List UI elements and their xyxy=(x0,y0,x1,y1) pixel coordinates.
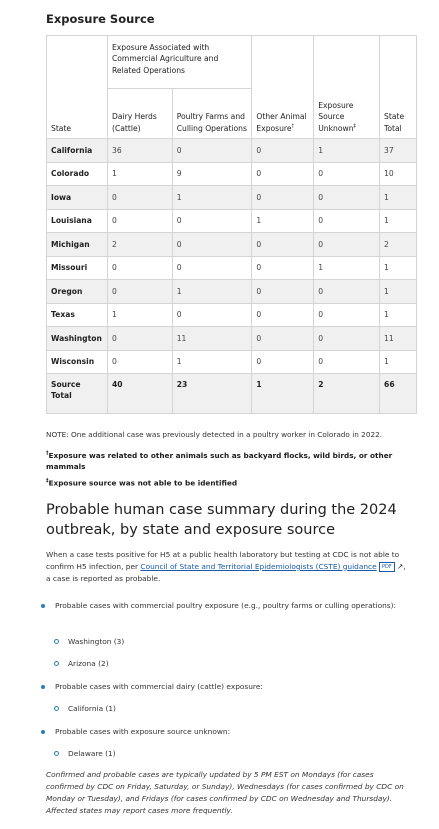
probable-intro: When a case tests positive for H5 at a public health laboratory but testing at CDC is not able to confirm H5 infection, per Council of State and Territorial Epidemiologists (CSTE) guidance PDF ↗, a case is reported as probable. xyxy=(46,550,406,583)
table-row xyxy=(47,186,417,210)
bullet-dot-icon xyxy=(41,730,45,734)
cell-other: 0 xyxy=(252,350,314,374)
cell-dairy: 2 xyxy=(107,233,172,257)
cell-poultry: 1 xyxy=(172,280,252,304)
cell-dairy: 1 xyxy=(107,303,172,327)
cell-total: 37 xyxy=(380,139,417,163)
cell-state: Michigan xyxy=(47,233,108,257)
cell-total: 1 xyxy=(380,186,417,210)
cell-total: 1 xyxy=(380,209,417,233)
cell-state: Iowa xyxy=(47,186,108,210)
totals-row xyxy=(47,374,417,414)
cell-dairy: 0 xyxy=(107,209,172,233)
header-dairy-herds: Dairy Herds (Cattle) xyxy=(107,89,172,139)
cell-other: 0 xyxy=(252,327,314,351)
bullet-dot-icon xyxy=(41,604,45,608)
probable-state-item: California (1) xyxy=(68,704,116,713)
header-state-total: State Total xyxy=(380,36,417,139)
cell-unknown: 0 xyxy=(314,233,380,257)
cell-poultry: 9 xyxy=(172,162,252,186)
sub-bullet-ring-icon xyxy=(54,751,59,756)
footnote-other-animal: †Exposure was related to other animals such as backyard flocks, wild birds, or other mammals xyxy=(46,450,393,472)
cell-other: 0 xyxy=(252,233,314,257)
cell-unknown: 0 xyxy=(314,162,380,186)
cell-poultry: 0 xyxy=(172,256,252,280)
table-note: NOTE: One additional case was previously detected in a poultry worker in Colorado in 2022. xyxy=(46,430,383,439)
cell-state: Texas xyxy=(47,303,108,327)
table-row xyxy=(47,233,417,257)
total-other: 1 xyxy=(252,374,314,414)
probable-state-item: Delaware (1) xyxy=(68,749,116,758)
probable-state-item: Washington (3) xyxy=(68,637,125,646)
footnote-unknown: ‡Exposure source was not able to be identified xyxy=(46,478,238,488)
cell-unknown: 0 xyxy=(314,186,380,210)
total-dairy: 40 xyxy=(107,374,172,414)
cell-other: 0 xyxy=(252,186,314,210)
cell-unknown: 1 xyxy=(314,256,380,280)
cell-dairy: 0 xyxy=(107,186,172,210)
sub-bullet-ring-icon xyxy=(54,661,59,666)
cell-dairy: 0 xyxy=(107,256,172,280)
cell-unknown: 1 xyxy=(314,139,380,163)
cell-total: 1 xyxy=(380,280,417,304)
probable-group-label: Probable cases with exposure source unknown: xyxy=(55,727,231,736)
header-source-unknown: Exposure Source Unknown‡ xyxy=(314,36,380,139)
cell-poultry: 0 xyxy=(172,303,252,327)
cell-unknown: 0 xyxy=(314,327,380,351)
cell-poultry: 1 xyxy=(172,350,252,374)
table-row xyxy=(47,280,417,304)
cell-total: 1 xyxy=(380,350,417,374)
cell-total: 10 xyxy=(380,162,417,186)
table-row xyxy=(47,162,417,186)
cell-poultry: 11 xyxy=(172,327,252,351)
cell-other: 0 xyxy=(252,303,314,327)
probable-group-label: Probable cases with commercial dairy (cattle) exposure: xyxy=(55,682,263,691)
sub-bullet-ring-icon xyxy=(54,706,59,711)
cell-total: 1 xyxy=(380,256,417,280)
header-other-animal: Other Animal Exposure† xyxy=(252,36,314,139)
cell-total: 11 xyxy=(380,327,417,351)
table-row xyxy=(47,256,417,280)
cell-unknown: 0 xyxy=(314,350,380,374)
cell-other: 0 xyxy=(252,280,314,304)
cell-other: 1 xyxy=(252,209,314,233)
table-row xyxy=(47,209,417,233)
cell-dairy: 36 xyxy=(107,139,172,163)
update-schedule-note: Confirmed and probable cases are typically updated by 5 PM EST on Mondays (for cases confirmed by CDC on Friday, Saturday, or Sunday), Wednesdays (for cases confirmed by CDC on Monday or Tuesday), and Fridays (for cases confirmed by CDC on Wednesday and Thursday). Affected states may report cases more frequently. xyxy=(46,770,404,815)
cell-total: 2 xyxy=(380,233,417,257)
cell-poultry: 0 xyxy=(172,139,252,163)
cell-state: Wisconsin xyxy=(47,350,108,374)
total-label: Source Total xyxy=(47,374,108,414)
cell-state: Colorado xyxy=(47,162,108,186)
cell-state: Oregon xyxy=(47,280,108,304)
total-total: 66 xyxy=(380,374,417,414)
header-commercial-agriculture: Exposure Associated with Commercial Agriculture and Related Operations xyxy=(107,36,251,89)
cell-total: 1 xyxy=(380,303,417,327)
cell-unknown: 0 xyxy=(314,303,380,327)
probable-heading: Probable human case summary during the 2024 outbreak, by state and exposure source xyxy=(46,502,397,538)
total-unknown: 2 xyxy=(314,374,380,414)
table-row xyxy=(47,303,417,327)
cell-poultry: 0 xyxy=(172,233,252,257)
section-title: Exposure Source xyxy=(46,12,155,26)
external-link-icon[interactable]: ↗ xyxy=(397,561,404,571)
cell-other: 0 xyxy=(252,139,314,163)
cell-state: Missouri xyxy=(47,256,108,280)
bullet-dot-icon xyxy=(41,685,45,689)
probable-state-item: Arizona (2) xyxy=(68,659,109,668)
cste-guidance-link[interactable]: Council of State and Territorial Epidemiologists (CSTE) guidance xyxy=(140,561,377,571)
cell-state: California xyxy=(47,139,108,163)
cell-poultry: 0 xyxy=(172,209,252,233)
cell-poultry: 1 xyxy=(172,186,252,210)
header-poultry-farms: Poultry Farms and Culling Operations xyxy=(172,89,252,139)
table-row xyxy=(47,350,417,374)
table-row xyxy=(47,327,417,351)
exposure-table xyxy=(46,35,417,414)
cell-unknown: 0 xyxy=(314,209,380,233)
cell-dairy: 0 xyxy=(107,327,172,351)
cell-unknown: 0 xyxy=(314,280,380,304)
cell-dairy: 0 xyxy=(107,280,172,304)
total-poultry: 23 xyxy=(172,374,252,414)
probable-group-label: Probable cases with commercial poultry exposure (e.g., poultry farms or culling operations): xyxy=(55,601,396,610)
header-state: State xyxy=(47,36,108,139)
cell-other: 0 xyxy=(252,256,314,280)
pdf-badge-icon: PDF xyxy=(379,562,395,572)
table-row xyxy=(47,139,417,163)
cell-dairy: 0 xyxy=(107,350,172,374)
cell-state: Louisiana xyxy=(47,209,108,233)
cell-dairy: 1 xyxy=(107,162,172,186)
cell-state: Washington xyxy=(47,327,108,351)
sub-bullet-ring-icon xyxy=(54,639,59,644)
cell-other: 0 xyxy=(252,162,314,186)
